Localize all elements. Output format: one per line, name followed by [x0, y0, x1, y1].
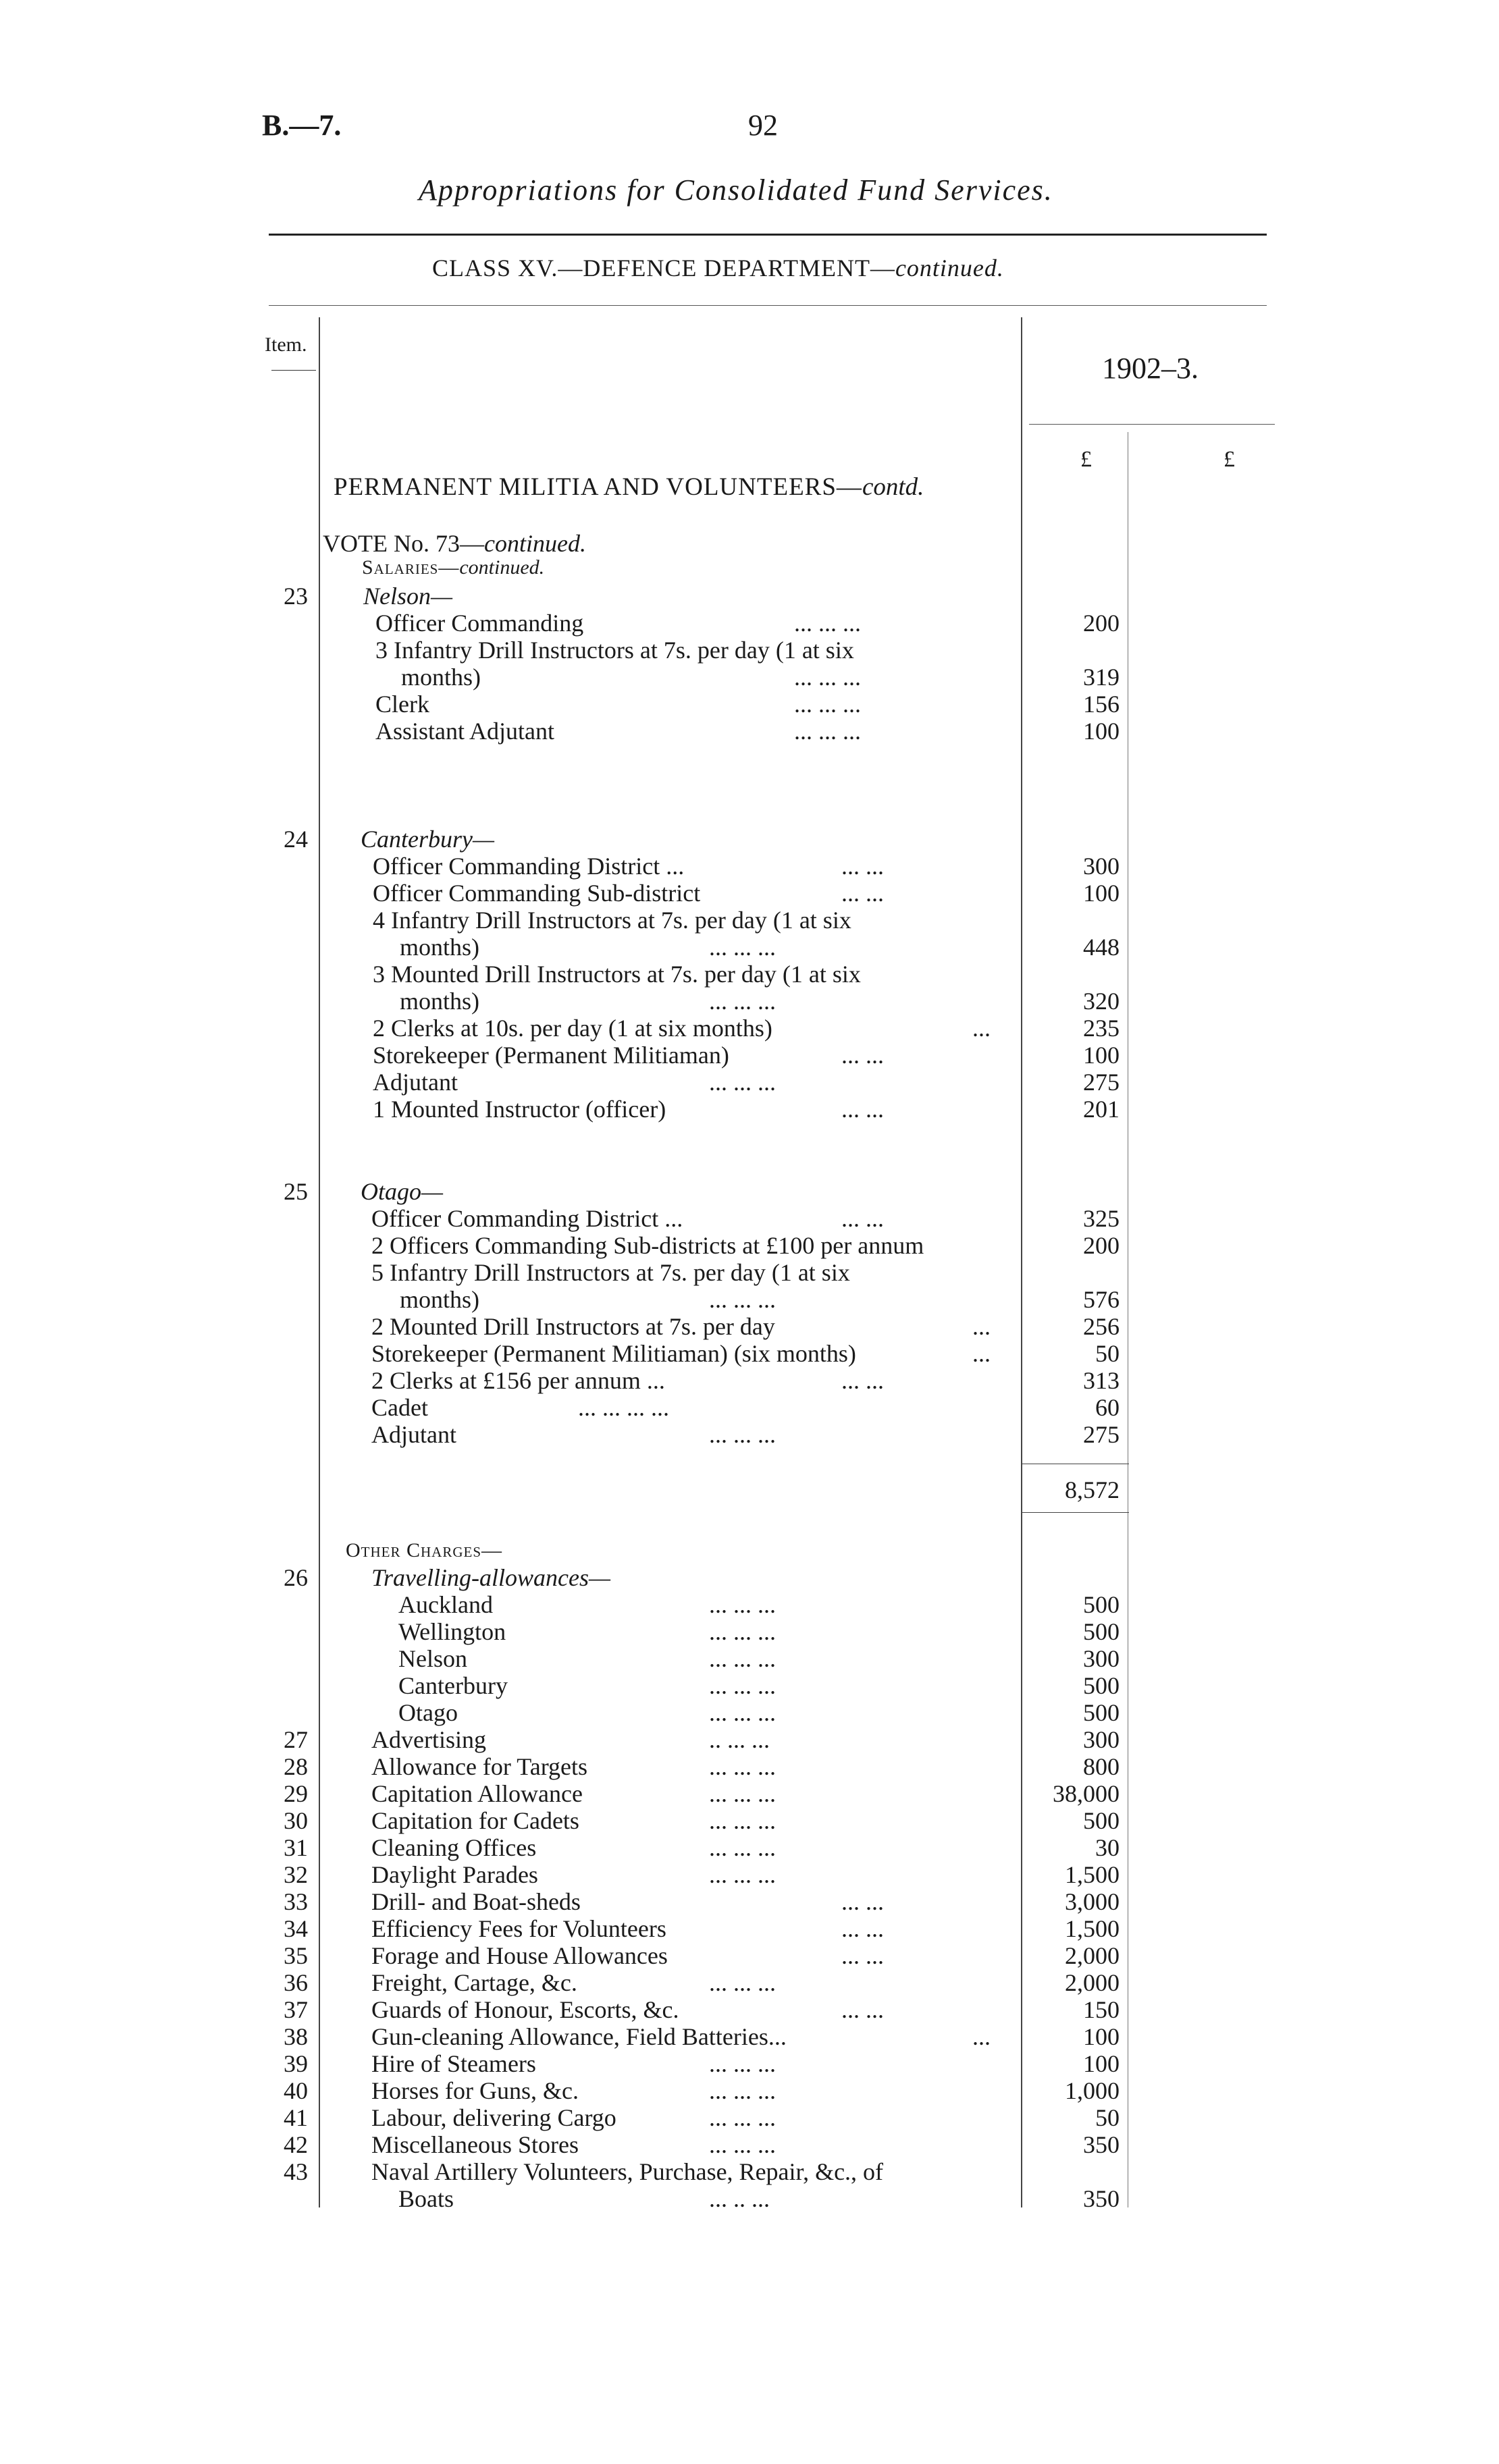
row-amount: 1,000: [1065, 2077, 1120, 2104]
row-amount: 100: [1083, 1042, 1120, 1069]
table-row: [0, 1996, 1499, 2023]
class-heading: [432, 254, 1004, 282]
table-row: [0, 1671, 1499, 1698]
table-row: [0, 1014, 1499, 1041]
item-number: 36: [284, 1969, 308, 1996]
row-amount: 201: [1083, 1096, 1120, 1123]
item-number: 34: [284, 1915, 308, 1942]
class-heading-main: CLASS XV.—DEFENCE DEPARTMENT—: [432, 255, 895, 282]
page-subtitle: Appropriations for Consolidated Fund Services.: [419, 173, 1053, 207]
row-label: Efficiency Fees for Volunteers: [371, 1915, 666, 1942]
row-label: Nelson: [398, 1645, 467, 1672]
row-amount: 500: [1083, 1699, 1120, 1726]
row-label: Wellington: [398, 1618, 506, 1645]
leader-dots: ... ...: [841, 1367, 884, 1394]
row-label: Cadet: [371, 1394, 428, 1421]
nelson-heading-row: [0, 582, 1499, 609]
row-label: Canterbury: [398, 1672, 508, 1699]
table-row: [0, 1941, 1499, 1968]
row-amount: 300: [1083, 1726, 1120, 1753]
row-amount: 156: [1083, 691, 1120, 718]
row-amount: 500: [1083, 1591, 1120, 1618]
row-label: Freight, Cartage, &c.: [371, 1969, 577, 1996]
item-number: 40: [284, 2077, 308, 2104]
row-label: Naval Artillery Volunteers, Purchase, Repair, &c., of: [371, 2158, 884, 2185]
leader-dots: ... ...: [841, 1942, 884, 1969]
travelling-heading: Travelling-allowances—: [371, 1564, 610, 1591]
item-number: 32: [284, 1861, 308, 1888]
class-heading-continued: continued.: [895, 255, 1004, 282]
leader-dots: ... ... ...: [709, 1645, 776, 1672]
region-heading: Nelson—: [363, 583, 453, 610]
vote-heading: [323, 529, 586, 558]
leader-dots: ... ... ...: [709, 1780, 776, 1807]
table-row: [0, 879, 1499, 906]
table-row: [0, 1258, 1499, 1285]
item-number: 33: [284, 1888, 308, 1915]
row-label: Adjutant: [371, 1421, 456, 1448]
row-amount: 325: [1083, 1205, 1120, 1232]
row-label: Forage and House Allowances: [371, 1942, 668, 1969]
row-amount: 350: [1083, 2185, 1120, 2212]
leader-dots: ... ...: [841, 1888, 884, 1915]
row-label: months): [400, 1286, 480, 1313]
item-number: 35: [284, 1942, 308, 1969]
section-title: [334, 473, 924, 502]
table-row: [0, 2185, 1499, 2212]
row-label: Gun-cleaning Allowance, Field Batteries...: [371, 2023, 787, 2050]
pound-sign-total: £: [1224, 447, 1235, 472]
class-rule: [269, 305, 1267, 306]
table-row: [0, 1806, 1499, 1833]
row-amount: 320: [1083, 988, 1120, 1015]
row-label: Storekeeper (Permanent Militiaman): [373, 1042, 729, 1069]
row-amount: 350: [1083, 2131, 1120, 2158]
table-row: [0, 636, 1499, 663]
row-label: Capitation Allowance: [371, 1780, 583, 1807]
leader-dots: ... ... ...: [709, 1834, 776, 1861]
table-row: [0, 987, 1499, 1014]
leader-dots: ... ... ...: [709, 988, 776, 1015]
row-label: Auckland: [398, 1591, 493, 1618]
row-label: Hire of Steamers: [371, 2050, 536, 2077]
row-label: Boats: [398, 2185, 454, 2212]
table-row: [0, 1095, 1499, 1122]
row-label: Guards of Honour, Escorts, &c.: [371, 1996, 679, 2023]
table-row: [0, 2158, 1499, 2185]
row-label: 2 Mounted Drill Instructors at 7s. per day: [371, 1313, 775, 1340]
leader-dots: ... ... ...: [709, 1807, 776, 1834]
leader-dots: ... ... ...: [794, 691, 861, 718]
row-amount: 30: [1095, 1834, 1120, 1861]
row-amount: 2,000: [1065, 1942, 1120, 1969]
row-label: Advertising: [371, 1726, 486, 1753]
section-title-main: PERMANENT MILITIA AND VOLUNTEERS—: [334, 473, 862, 501]
item-number: 24: [284, 826, 308, 853]
row-label: Officer Commanding Sub-district: [373, 880, 701, 907]
row-label: Capitation for Cadets: [371, 1807, 579, 1834]
item-number: 39: [284, 2050, 308, 2077]
leader-dots: ... ... ...: [709, 1421, 776, 1448]
leader-dots: ... ...: [841, 1096, 884, 1123]
salaries-total: 8,572: [1065, 1476, 1120, 1503]
leader-dots: ...: [972, 2023, 991, 2050]
other-charges-heading: Other Charges—: [346, 1539, 503, 1561]
row-amount: 576: [1083, 1286, 1120, 1313]
row-amount: 313: [1083, 1367, 1120, 1394]
row-amount: 100: [1083, 2023, 1120, 2050]
table-row: [0, 2131, 1499, 2158]
page-number: 92: [748, 109, 778, 142]
canterbury-heading-row: [0, 825, 1499, 852]
row-amount: 50: [1095, 1340, 1120, 1367]
leader-dots: ... ... ...: [709, 934, 776, 961]
leader-dots: ... ...: [841, 1915, 884, 1942]
item-number: 38: [284, 2023, 308, 2050]
leader-dots: ... ... ...: [794, 664, 861, 691]
table-row: [0, 1860, 1499, 1887]
row-label: 3 Mounted Drill Instructors at 7s. per day (1 at six: [373, 961, 861, 988]
row-label: Cleaning Offices: [371, 1834, 537, 1861]
row-amount: 275: [1083, 1069, 1120, 1096]
row-amount: 1,500: [1065, 1861, 1120, 1888]
table-row: [0, 1617, 1499, 1644]
item-number: 42: [284, 2131, 308, 2158]
subtotal-rule-bottom: [1021, 1512, 1129, 1513]
item-number: 29: [284, 1780, 308, 1807]
row-label: 3 Infantry Drill Instructors at 7s. per day (1 at six: [375, 637, 854, 664]
table-row: [0, 2023, 1499, 2050]
table-row: [0, 1914, 1499, 1941]
table-row: [0, 1590, 1499, 1617]
row-label: Officer Commanding District ...: [371, 1205, 683, 1232]
item-number: 30: [284, 1807, 308, 1834]
row-amount: 200: [1083, 1232, 1120, 1259]
leader-dots: ... ... ...: [709, 1699, 776, 1726]
leader-dots: ... ... ...: [709, 1861, 776, 1888]
row-label: 5 Infantry Drill Instructors at 7s. per day (1 at six: [371, 1259, 850, 1286]
row-label: Daylight Parades: [371, 1861, 538, 1888]
table-row: [0, 1779, 1499, 1806]
row-amount: 1,500: [1065, 1915, 1120, 1942]
row-label: months): [400, 934, 480, 961]
leader-dots: ... ...: [841, 853, 884, 880]
item-number: 43: [284, 2158, 308, 2185]
salaries-total-row: [0, 1476, 1499, 1503]
year-header-rule: [1029, 424, 1275, 425]
leader-dots: ... ... ...: [709, 1286, 776, 1313]
table-row: [0, 1393, 1499, 1420]
item-column-header: Item.: [265, 333, 307, 356]
region-heading: Canterbury—: [361, 826, 494, 853]
item-number: 25: [284, 1178, 308, 1205]
leader-dots: ... ...: [841, 1205, 884, 1232]
table-row: [0, 1644, 1499, 1671]
row-amount: 50: [1095, 2104, 1120, 2131]
leader-dots: ...: [972, 1313, 991, 1340]
travelling-heading-row: [0, 1563, 1499, 1590]
table-row: [0, 1285, 1499, 1312]
row-amount: 150: [1083, 1996, 1120, 2023]
row-amount: 800: [1083, 1753, 1120, 1780]
table-row: [0, 1204, 1499, 1231]
row-amount: 100: [1083, 2050, 1120, 2077]
item-number: 23: [284, 583, 308, 610]
item-header-underline: [271, 370, 316, 371]
table-row: [0, 852, 1499, 879]
section-title-continued: contd.: [862, 473, 924, 501]
row-label: Assistant Adjutant: [375, 718, 555, 745]
leader-dots: ... .. ...: [709, 2185, 770, 2212]
leader-dots: ... ... ...: [709, 1591, 776, 1618]
leader-dots: ... ... ...: [794, 610, 861, 637]
table-row: [0, 1366, 1499, 1393]
row-amount: 319: [1083, 664, 1120, 691]
table-row: [0, 1725, 1499, 1752]
leader-dots: ... ... ...: [794, 718, 861, 745]
row-label: 2 Officers Commanding Sub-districts at £100 per annum: [371, 1232, 924, 1259]
row-label: Clerk: [375, 691, 429, 718]
row-label: Labour, delivering Cargo: [371, 2104, 616, 2131]
row-amount: 448: [1083, 934, 1120, 961]
leader-dots: ... ... ...: [709, 2077, 776, 2104]
vote-heading-continued: continued.: [483, 530, 586, 557]
table-row: [0, 1068, 1499, 1095]
table-row: [0, 1420, 1499, 1447]
row-label: 1 Mounted Instructor (officer): [373, 1096, 666, 1123]
row-label: 4 Infantry Drill Instructors at 7s. per day (1 at six: [373, 907, 851, 934]
table-row: [0, 1339, 1499, 1366]
row-amount: 3,000: [1065, 1888, 1120, 1915]
item-number: 28: [284, 1753, 308, 1780]
table-row: [0, 1698, 1499, 1725]
table-row: [0, 1231, 1499, 1258]
row-label: months): [400, 988, 480, 1015]
table-row: [0, 717, 1499, 744]
document-reference: B.—7.: [262, 109, 342, 142]
leader-dots: ... ... ...: [709, 2131, 776, 2158]
table-row: [0, 609, 1499, 636]
row-amount: 235: [1083, 1015, 1120, 1042]
row-label: Drill- and Boat-sheds: [371, 1888, 581, 1915]
leader-dots: ...: [972, 1015, 991, 1042]
row-label: Miscellaneous Stores: [371, 2131, 579, 2158]
salaries-heading-continued: continued.: [459, 556, 545, 579]
table-row: [0, 1312, 1499, 1339]
row-amount: 100: [1083, 880, 1120, 907]
row-amount: 500: [1083, 1672, 1120, 1699]
row-label: Horses for Guns, &c.: [371, 2077, 579, 2104]
table-row: [0, 960, 1499, 987]
table-row: [0, 2077, 1499, 2104]
item-number: 37: [284, 1996, 308, 2023]
leader-dots: ... ... ...: [709, 2104, 776, 2131]
leader-dots: ... ...: [841, 880, 884, 907]
table-row: [0, 1752, 1499, 1779]
header-rule: [269, 234, 1267, 236]
item-number: 26: [284, 1564, 308, 1591]
row-amount: 500: [1083, 1807, 1120, 1834]
leader-dots: ...: [972, 1340, 991, 1367]
row-label: 2 Clerks at 10s. per day (1 at six months): [373, 1015, 772, 1042]
row-amount: 60: [1095, 1394, 1120, 1421]
salaries-heading: [362, 556, 544, 579]
table-row: [0, 1968, 1499, 1996]
row-label: Officer Commanding: [375, 610, 584, 637]
row-label: Allowance for Targets: [371, 1753, 588, 1780]
pound-sign-amount: £: [1080, 447, 1092, 472]
row-label: Officer Commanding District ...: [373, 853, 685, 880]
row-label: Storekeeper (Permanent Militiaman) (six months): [371, 1340, 856, 1367]
leader-dots: ... ... ...: [709, 1672, 776, 1699]
leader-dots: ... ... ...: [709, 2050, 776, 2077]
table-row: [0, 906, 1499, 933]
row-amount: 256: [1083, 1313, 1120, 1340]
year-column-header: 1902–3.: [1102, 352, 1199, 385]
row-amount: 300: [1083, 1645, 1120, 1672]
table-row: [0, 1041, 1499, 1068]
row-label: Otago: [398, 1699, 458, 1726]
table-row: [0, 2104, 1499, 2131]
item-number: 31: [284, 1834, 308, 1861]
leader-dots: ... ... ...: [709, 1618, 776, 1645]
row-amount: 38,000: [1053, 1780, 1120, 1807]
salaries-heading-main: Salaries—: [362, 556, 460, 579]
vote-heading-main: VOTE No. 73—: [323, 530, 484, 557]
item-number: 27: [284, 1726, 308, 1753]
leader-dots: ... ...: [841, 1042, 884, 1069]
row-amount: 275: [1083, 1421, 1120, 1448]
table-row: [0, 663, 1499, 690]
leader-dots: ... ... ...: [709, 1069, 776, 1096]
row-amount: 2,000: [1065, 1969, 1120, 1996]
leader-dots: ... ... ...: [709, 1753, 776, 1780]
row-label: months): [401, 664, 481, 691]
row-amount: 200: [1083, 610, 1120, 637]
row-amount: 500: [1083, 1618, 1120, 1645]
otago-heading-row: [0, 1177, 1499, 1204]
table-row: [0, 1887, 1499, 1914]
table-row: [0, 690, 1499, 717]
leader-dots: ... ... ... ...: [578, 1394, 669, 1421]
table-row: [0, 1833, 1499, 1860]
row-label: Adjutant: [373, 1069, 458, 1096]
table-row: [0, 2050, 1499, 2077]
row-label: 2 Clerks at £156 per annum ...: [371, 1367, 665, 1394]
row-amount: 100: [1083, 718, 1120, 745]
leader-dots: .. ... ...: [709, 1726, 770, 1753]
table-row: [0, 933, 1499, 960]
leader-dots: ... ...: [841, 1996, 884, 2023]
region-heading: Otago—: [361, 1178, 444, 1205]
item-number: 41: [284, 2104, 308, 2131]
leader-dots: ... ... ...: [709, 1969, 776, 1996]
row-amount: 300: [1083, 853, 1120, 880]
